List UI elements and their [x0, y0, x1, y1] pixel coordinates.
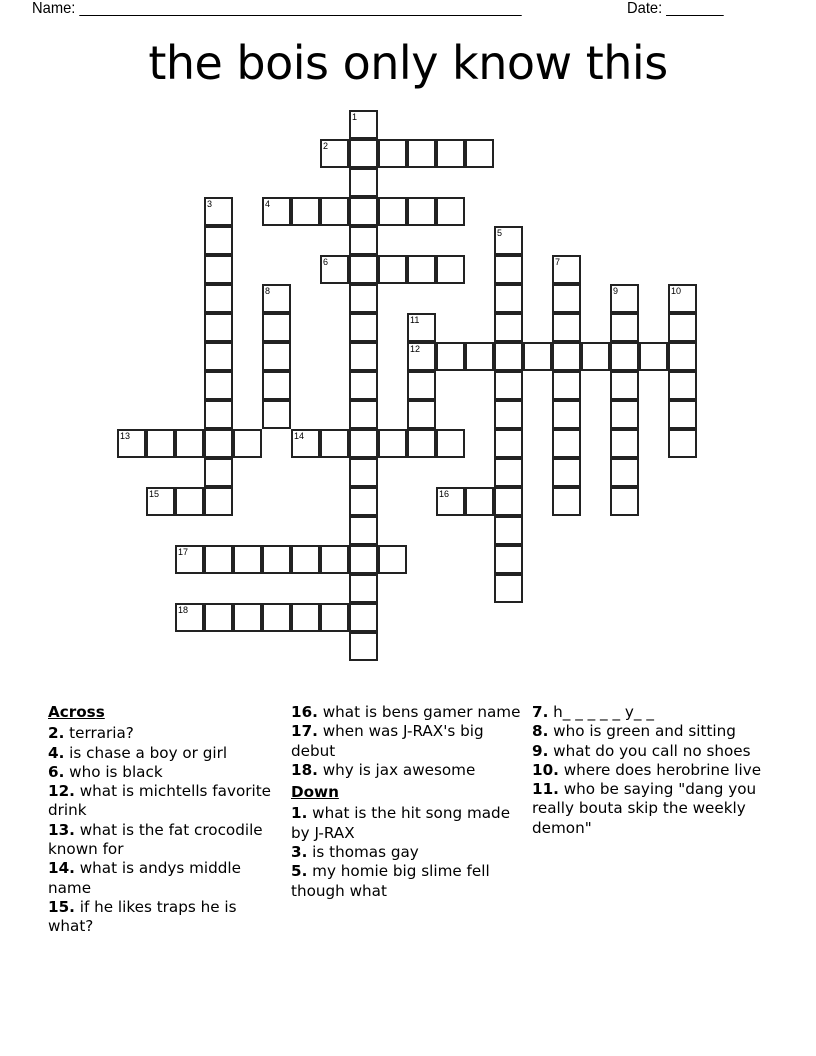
grid-cell[interactable] — [204, 458, 233, 487]
grid-cell[interactable] — [349, 632, 378, 661]
grid-cell[interactable] — [639, 342, 668, 371]
down-clue: 9. what do you call no shoes — [532, 741, 751, 760]
grid-cell[interactable] — [349, 400, 378, 429]
grid-cell[interactable] — [581, 342, 610, 371]
grid-cell[interactable] — [204, 284, 233, 313]
grid-cell[interactable] — [262, 371, 291, 400]
grid-cell[interactable] — [349, 429, 378, 458]
grid-cell[interactable] — [320, 255, 349, 284]
name-field: Name: ______________________________________________________ — [32, 0, 522, 17]
grid-cell[interactable] — [494, 371, 523, 400]
grid-cell[interactable] — [494, 400, 523, 429]
grid-cell[interactable] — [175, 545, 204, 574]
grid-cell[interactable] — [436, 429, 465, 458]
grid-cell[interactable] — [349, 458, 378, 487]
grid-cell[interactable] — [233, 603, 262, 632]
grid-cell[interactable] — [320, 139, 349, 168]
grid-cell[interactable] — [407, 139, 436, 168]
grid-cell[interactable] — [407, 429, 436, 458]
grid-cell[interactable] — [552, 342, 581, 371]
grid-cell[interactable] — [436, 342, 465, 371]
grid-cell[interactable] — [291, 603, 320, 632]
across-clue: 16. what is bens gamer name — [291, 703, 521, 721]
cell-number: 2 — [323, 141, 329, 151]
grid-cell[interactable] — [204, 313, 233, 342]
grid-cell[interactable] — [668, 313, 697, 342]
grid-cell[interactable] — [349, 139, 378, 168]
grid-cell[interactable] — [349, 168, 378, 197]
grid-cell[interactable] — [407, 371, 436, 400]
grid-cell[interactable] — [175, 603, 204, 632]
grid-cell[interactable] — [610, 458, 639, 487]
grid-cell[interactable] — [494, 545, 523, 574]
grid-cell[interactable] — [494, 487, 523, 516]
grid-cell[interactable] — [204, 342, 233, 371]
cell-number: 15 — [149, 489, 160, 499]
clue-column-3 — [532, 703, 764, 838]
cell-number: 17 — [178, 547, 189, 557]
grid-cell[interactable] — [668, 371, 697, 400]
down-clue: 10. where does herobrine live — [532, 760, 762, 779]
grid-cell[interactable] — [465, 342, 494, 371]
grid-cell[interactable] — [349, 110, 378, 139]
grid-cell[interactable] — [349, 574, 378, 603]
grid-cell[interactable] — [349, 487, 378, 516]
grid-cell[interactable] — [436, 197, 465, 226]
grid-cell[interactable] — [494, 429, 523, 458]
grid-cell[interactable] — [610, 342, 639, 371]
grid-cell[interactable] — [320, 603, 349, 632]
grid-cell[interactable] — [494, 255, 523, 284]
grid-cell[interactable] — [320, 545, 349, 574]
clue-column-2 — [291, 703, 529, 901]
grid-cell[interactable] — [233, 429, 262, 458]
grid-cell[interactable] — [204, 226, 233, 255]
grid-cell[interactable] — [552, 429, 581, 458]
grid-cell[interactable] — [378, 255, 407, 284]
cell-number: 5 — [497, 228, 503, 238]
grid-cell[interactable] — [436, 139, 465, 168]
grid-cell[interactable] — [233, 545, 262, 574]
grid-cell[interactable] — [610, 400, 639, 429]
down-clue: 1. what is the hit song made by J-RAX — [291, 804, 511, 842]
grid-cell[interactable] — [494, 342, 523, 371]
grid-cell[interactable] — [668, 342, 697, 371]
cell-number: 12 — [410, 344, 421, 354]
cell-number: 8 — [265, 286, 271, 296]
grid-cell[interactable] — [436, 487, 465, 516]
grid-cell[interactable] — [349, 545, 378, 574]
grid-cell[interactable] — [291, 545, 320, 574]
grid-cell[interactable] — [668, 400, 697, 429]
grid-cell[interactable] — [349, 226, 378, 255]
grid-cell[interactable] — [436, 255, 465, 284]
grid-cell[interactable] — [204, 400, 233, 429]
grid-cell[interactable] — [204, 429, 233, 458]
grid-cell[interactable] — [523, 342, 552, 371]
grid-cell[interactable] — [494, 313, 523, 342]
grid-cell[interactable] — [407, 313, 436, 342]
grid-cell[interactable] — [552, 487, 581, 516]
cell-number: 3 — [207, 199, 213, 209]
grid-cell[interactable] — [552, 458, 581, 487]
cell-number: 11 — [410, 315, 420, 325]
grid-cell[interactable] — [610, 284, 639, 313]
grid-cell[interactable] — [378, 545, 407, 574]
grid-cell[interactable] — [175, 429, 204, 458]
grid-cell[interactable] — [204, 603, 233, 632]
cell-number: 16 — [439, 489, 450, 499]
cell-number: 13 — [120, 431, 131, 441]
grid-cell[interactable] — [378, 197, 407, 226]
grid-cell[interactable] — [407, 342, 436, 371]
down-clue: 7. h_ _ _ _ _ y_ _ — [532, 703, 654, 721]
grid-cell[interactable] — [494, 574, 523, 603]
grid-cell[interactable] — [320, 429, 349, 458]
down-clue: 8. who is green and sitting — [532, 722, 736, 741]
grid-cell[interactable] — [262, 197, 291, 226]
grid-cell[interactable] — [349, 603, 378, 632]
cell-number: 10 — [671, 286, 682, 296]
down-clue: 5. my homie big slime fell though what — [291, 862, 490, 900]
grid-cell[interactable] — [262, 284, 291, 313]
grid-cell[interactable] — [494, 284, 523, 313]
grid-cell[interactable] — [349, 255, 378, 284]
grid-cell[interactable] — [320, 197, 349, 226]
down-clue: 3. is thomas gay — [291, 843, 419, 862]
grid-cell[interactable] — [291, 429, 320, 458]
grid-cell[interactable] — [349, 284, 378, 313]
cell-number: 18 — [178, 605, 189, 615]
grid-cell[interactable] — [494, 458, 523, 487]
grid-cell[interactable] — [204, 371, 233, 400]
grid-cell[interactable] — [204, 545, 233, 574]
down-heading: Down — [291, 783, 339, 802]
grid-cell[interactable] — [378, 139, 407, 168]
grid-cell[interactable] — [407, 400, 436, 429]
grid-cell[interactable] — [262, 603, 291, 632]
grid-cell[interactable] — [349, 516, 378, 545]
date-field: Date: _______ — [627, 0, 724, 17]
across-clue: 15. if he likes traps he is what? — [48, 897, 237, 936]
across-clue: 14. what is andys middle name — [48, 859, 241, 897]
grid-cell[interactable] — [175, 487, 204, 516]
across-heading: Across — [48, 703, 105, 721]
grid-cell[interactable] — [262, 545, 291, 574]
grid-cell[interactable] — [204, 255, 233, 284]
grid-cell[interactable] — [552, 284, 581, 313]
grid-cell[interactable] — [262, 400, 291, 429]
across-clue: 13. what is the fat crocodile known for — [48, 820, 263, 859]
grid-cell[interactable] — [610, 429, 639, 458]
grid-cell[interactable] — [407, 255, 436, 284]
grid-cell[interactable] — [204, 197, 233, 226]
grid-cell[interactable] — [610, 371, 639, 400]
grid-cell[interactable] — [349, 197, 378, 226]
grid-cell[interactable] — [552, 255, 581, 284]
across-clue: 4. is chase a boy or girl — [48, 743, 228, 762]
grid-cell[interactable] — [146, 487, 175, 516]
grid-cell[interactable] — [552, 400, 581, 429]
grid-cell[interactable] — [349, 371, 378, 400]
grid-cell[interactable] — [465, 139, 494, 168]
grid-cell[interactable] — [494, 226, 523, 255]
grid-cell[interactable] — [465, 487, 494, 516]
across-clue: 18. why is jax awesome — [291, 760, 476, 779]
grid-cell[interactable] — [552, 371, 581, 400]
grid-cell[interactable] — [146, 429, 175, 458]
across-clue: 6. who is black — [48, 762, 163, 781]
grid-cell[interactable] — [668, 429, 697, 458]
grid-cell[interactable] — [668, 284, 697, 313]
across-clue: 2. terraria? — [48, 724, 134, 743]
grid-cell[interactable] — [349, 342, 378, 371]
grid-cell[interactable] — [552, 313, 581, 342]
grid-cell[interactable] — [204, 487, 233, 516]
grid-cell[interactable] — [494, 516, 523, 545]
cell-number: 1 — [352, 112, 358, 122]
cell-number: 9 — [613, 286, 619, 296]
grid-cell[interactable] — [291, 197, 320, 226]
cell-number: 6 — [323, 257, 329, 267]
grid-cell[interactable] — [117, 429, 146, 458]
cell-number: 4 — [265, 199, 271, 209]
grid-cell[interactable] — [610, 313, 639, 342]
across-clue: 12. what is michtells favorite drink — [48, 782, 271, 820]
grid-cell[interactable] — [378, 429, 407, 458]
grid-cell[interactable] — [349, 313, 378, 342]
across-clue: 17. when was J-RAX's big debut — [291, 722, 484, 760]
cell-number: 14 — [294, 431, 305, 441]
clue-column-1 — [48, 703, 286, 937]
grid-cell[interactable] — [262, 313, 291, 342]
grid-cell[interactable] — [262, 342, 291, 371]
down-clue: 11. who be saying "dang you really bouta skip the weekly demon" — [532, 780, 757, 837]
page-title: the bois only know this — [148, 36, 668, 90]
grid-cell[interactable] — [610, 487, 639, 516]
grid-cell[interactable] — [407, 197, 436, 226]
cell-number: 7 — [555, 257, 561, 267]
